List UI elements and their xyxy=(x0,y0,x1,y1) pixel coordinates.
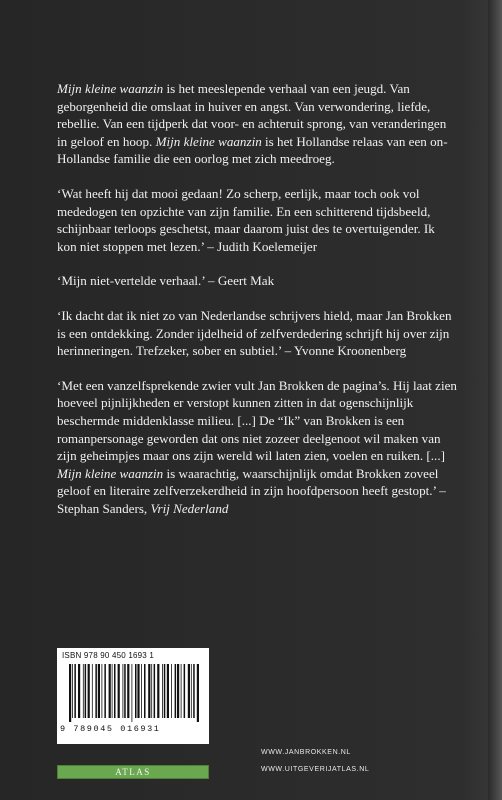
barcode-bar xyxy=(72,664,73,718)
barcode-bar xyxy=(124,664,126,718)
page-edge xyxy=(488,0,502,800)
blurb-paragraph xyxy=(57,80,457,168)
barcode-bar xyxy=(141,664,142,718)
barcode-bar xyxy=(112,664,113,718)
italic-title: Mijn kleine waanzin xyxy=(57,465,164,481)
barcode-bar xyxy=(132,664,133,722)
barcode-bar xyxy=(123,664,124,718)
barcode-bar xyxy=(83,664,84,718)
italic-title: Mijn kleine waanzin xyxy=(155,133,262,149)
barcode-bar xyxy=(118,664,120,718)
barcode-bar xyxy=(109,664,111,718)
barcode-bar xyxy=(181,664,182,718)
barcode-bar xyxy=(95,664,97,718)
barcode-bar xyxy=(88,664,90,718)
blurb-paragraph xyxy=(57,272,457,290)
barcode-bar xyxy=(85,664,87,718)
barcode-bar xyxy=(162,664,163,718)
publisher-url: WWW.UITGEVERIJATLAS.NL xyxy=(261,766,370,773)
barcode-bar xyxy=(164,664,166,718)
blurb-text xyxy=(57,80,457,534)
barcode-bar xyxy=(148,664,150,718)
barcode-bar xyxy=(144,664,146,718)
barcode-bar xyxy=(197,664,199,722)
barcode-bar xyxy=(177,664,179,718)
text-run: ‘Met een vanzelfsprekende zwier vult Jan Brokken de pagina’s. Hij laat zien hoeveel pijnlijkheden er verstopt kunnen zitten in dat ogenschijnlijk beschermde middenklasse milieu. [...] De “Ik” van Brokken is een romanpersonage geworden dat ons niet zozeer deelgenoot wil maken van zijn geheimpjes maar ons zijn wereld wil laten zien, voelen en ruiken. [...] xyxy=(57,377,457,464)
text-run: is het Hollandse relaas van een on-Hollandse familie die een oorlog met zich meedroeg. xyxy=(57,133,448,167)
text-run: is waarachtig, waarschijnlijk omdat Brokken zoveel geloof en literaire zelfverzekerdheid in zijn hoofdpersoon heeft gestopt.’ – Stephan Sanders, xyxy=(57,465,446,516)
barcode-bar xyxy=(167,664,169,718)
blurb-paragraph xyxy=(57,185,457,255)
barcode-bar xyxy=(175,664,177,718)
barcode-bar xyxy=(78,664,80,718)
barcode-bar xyxy=(151,664,152,718)
barcode-bar xyxy=(188,664,190,718)
barcode-bar xyxy=(98,664,100,718)
text-run: ‘Mijn niet-vertelde verhaal.’ – Geert Mak xyxy=(57,273,275,289)
blurb-paragraph xyxy=(57,307,457,360)
isbn-text: ISBN 978 90 450 1693 1 xyxy=(62,651,155,660)
barcode-bars xyxy=(69,664,199,722)
barcode-bar xyxy=(193,664,195,718)
barcode-bar xyxy=(135,664,137,718)
barcode-bar xyxy=(137,664,139,718)
barcode-bar xyxy=(114,664,116,718)
text-run: ‘Wat heeft hij dat mooi gedaan! Zo scherp, eerlijk, maar toch ook vol mededogen ten opzichte van zijn familie. En een schitterend tijdsbeeld, schijnbaar terloops geschetst, maar daarom juist des te overtuigender. Ik kon niet stoppen met lezen.’ – Judith Koelemeijer xyxy=(57,185,435,254)
barcode-bar xyxy=(184,664,186,718)
barcode-bar xyxy=(92,664,93,718)
blurb-paragraph xyxy=(57,377,457,518)
barcode-bar xyxy=(171,664,172,718)
barcode-bar xyxy=(191,664,192,718)
author-url: WWW.JANBROKKEN.NL xyxy=(261,749,351,756)
barcode-bar xyxy=(74,664,76,718)
barcode-label xyxy=(57,648,209,744)
barcode-bar xyxy=(104,664,106,718)
italic-title: Vrij Nederland xyxy=(150,500,229,516)
barcode-bar xyxy=(154,664,156,718)
barcode-digits: 9 789045 016931 xyxy=(60,724,161,734)
text-run: is het meeslepende verhaal van een jeugd. Van geborgenheid die omslaat in huiver en angst. Van verwondering, liefde, rebellie. Van een tijdperk dat voor- en achteruit sprong, van veranderingen in geloof en hoop. xyxy=(57,81,447,149)
barcode-bar xyxy=(69,664,71,722)
barcode-bar xyxy=(102,664,103,718)
text-run: ‘Ik dacht dat ik niet zo van Nederlandse schrijvers hield, maar Jan Brokken is een ontdekking. Zonder ijdelheid of zelfverdedering schrijft hij over zijn herinneringen. Trefzeker, sober en subtiel.’ – Yvonne Kroonenberg xyxy=(57,307,452,359)
publisher-logo: ATLAS xyxy=(57,765,209,779)
italic-title: Mijn kleine waanzin xyxy=(57,81,164,96)
barcode-bar xyxy=(157,664,159,718)
url-block xyxy=(261,744,369,778)
barcode-bar xyxy=(127,664,129,718)
